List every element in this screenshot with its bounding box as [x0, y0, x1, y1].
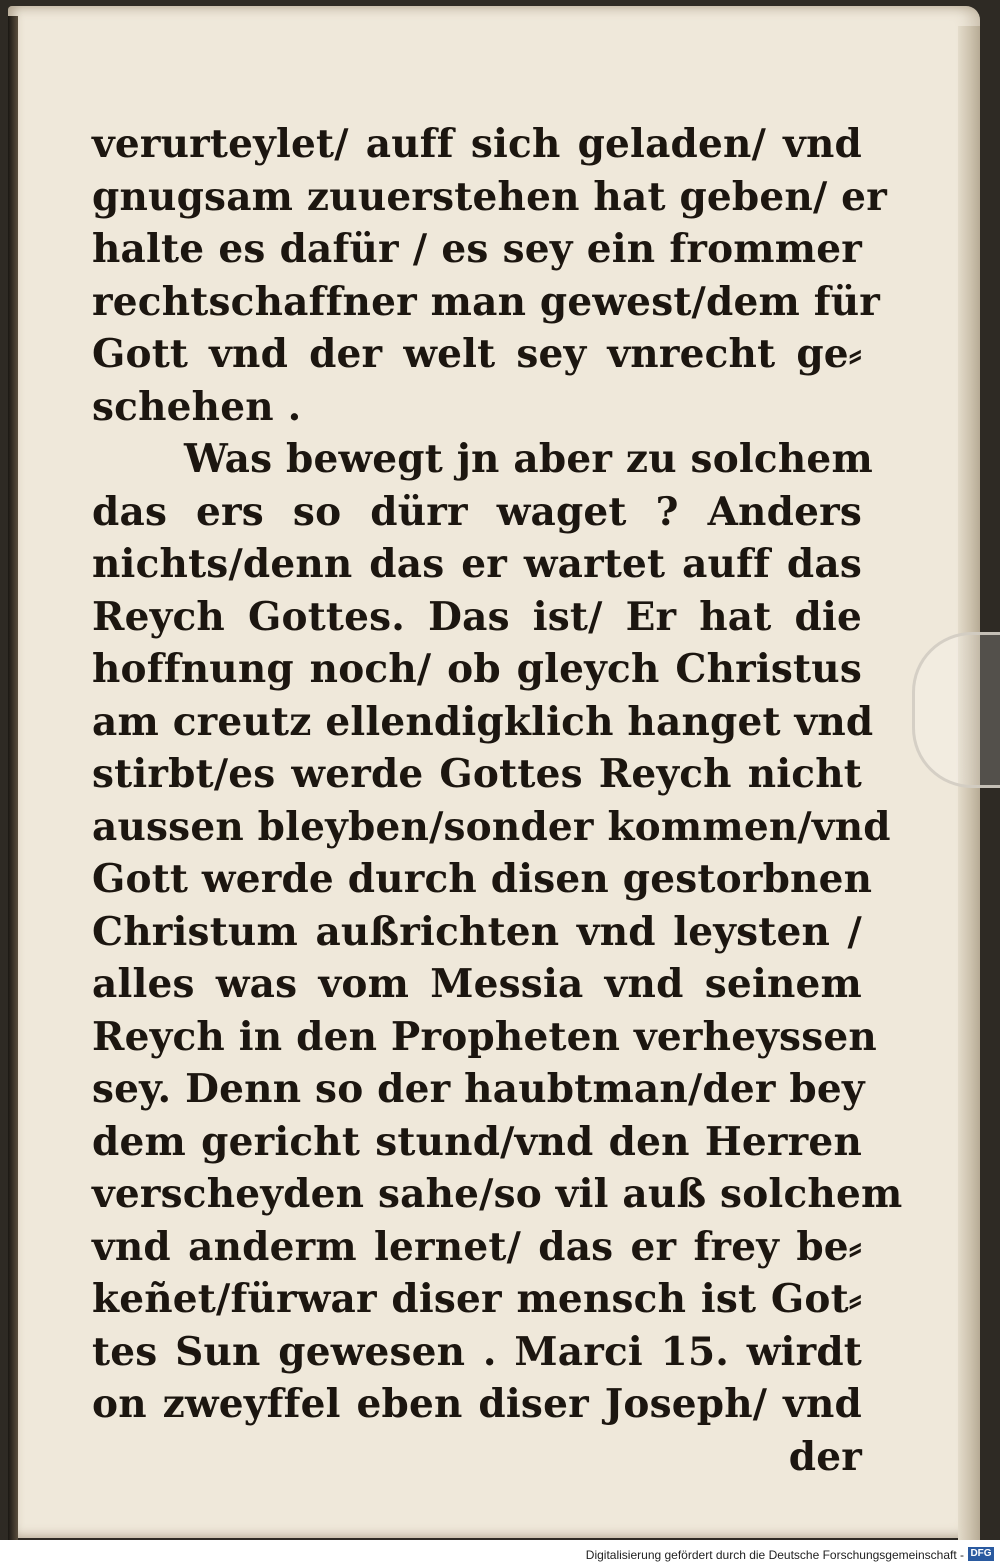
- text-line-5: Gott vnd der welt sey vnrecht ge⸗: [92, 331, 862, 377]
- text-line-9: nichts/denn das er wartet auff das: [92, 541, 862, 587]
- text-line-8: das ers so dürr waget ? Anders: [92, 488, 862, 535]
- text-line-1: verurteylet/ auff sich geladen/ vnd: [92, 121, 862, 167]
- text-line-15: Gott werde durch disen gestorbnen: [92, 856, 873, 902]
- text-line-24: tes Sun gewesen . Marci 15. wirdt: [92, 1328, 862, 1375]
- text-line-23: keñet/fürwar diser mensch ist Got⸗: [92, 1276, 862, 1322]
- text-line-16: Christum außrichten vnd leysten /: [92, 908, 862, 955]
- page-clip: [912, 632, 1000, 788]
- text-line-18: Reych in den Propheten verheyssen: [92, 1013, 877, 1060]
- text-line-6: schehen .: [92, 383, 302, 430]
- page-spine-edge: [8, 16, 18, 1541]
- text-line-25: on zweyffel eben diser Joseph/ vnd: [92, 1381, 862, 1427]
- text-line-4: rechtschaffner man gewest/dem für: [92, 278, 881, 325]
- text-line-14: aussen bleyben/sonder kommen/vnd: [92, 803, 891, 850]
- text-line-20: dem gericht stund/vnd den Herren: [92, 1118, 862, 1165]
- text-line-22: vnd anderm lernet/ das er frey be⸗: [92, 1223, 862, 1270]
- footer-bar: [0, 1540, 1000, 1565]
- text-line-3: halte es dafür / es sey ein frommer: [92, 226, 862, 272]
- catchword: der: [788, 1433, 862, 1480]
- text-line-21: verscheyden sahe/so vil auß solchem: [92, 1171, 903, 1217]
- text-line-19: sey. Denn so der haubtman/der bey: [92, 1066, 865, 1112]
- text-line-13: stirbt/es werde Gottes Reych nicht: [92, 751, 862, 797]
- text-line-2: gnugsam zuuerstehen hat geben/ er: [92, 173, 887, 220]
- funding-credit: Digitalisierung gefördert durch die Deutsche Forschungsgemeinschaft -: [585, 1548, 964, 1562]
- page-text-block: [92, 118, 903, 1483]
- text-line-17: alles was vom Messia vnd seinem: [92, 961, 862, 1007]
- text-line-12: am creutz ellendigklich hanget vnd: [92, 698, 874, 745]
- text-line-7: Was bewegt jn aber zu solchem: [184, 436, 873, 482]
- text-line-11: hoffnung noch/ ob gleych Christus: [92, 646, 862, 692]
- dfg-logo: DFG: [968, 1547, 994, 1561]
- text-line-10: Reych Gottes. Das ist/ Er hat die: [92, 593, 862, 640]
